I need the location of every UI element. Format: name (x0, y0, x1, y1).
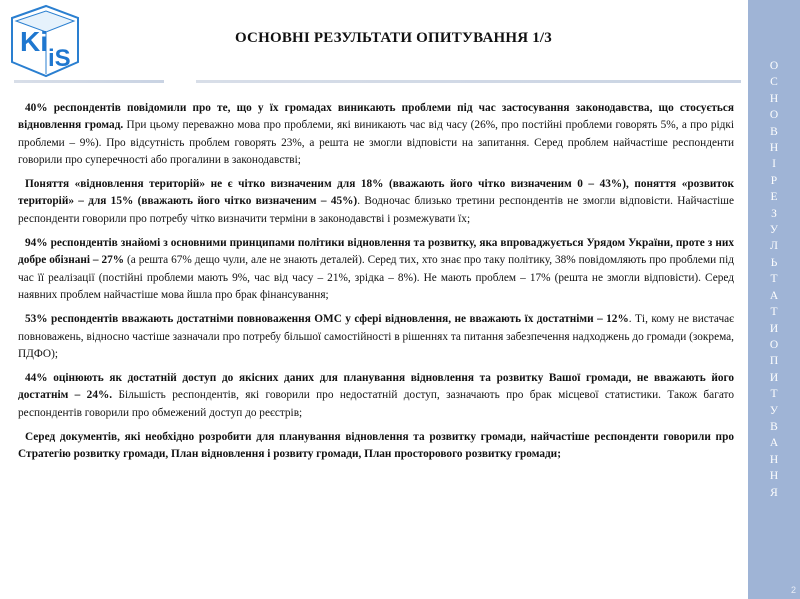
paragraph: 40% респондентів повідомили про те, що у їх громадах виникають проблеми під час застосування законодавства, що стосується відновлення громад. При цьому переважно мова про проблеми, які виникають час від часу (26%, про постійні проблеми говорять 5%, а про рідкі проблеми – 9%). Про відсутність проблем говорять 23%, а решта не змогли відповісти на запитання. Серед проблем найчастіше респонденти говорили про суперечності або прогалини в законодавстві; (18, 102, 734, 166)
side-letter: У (769, 224, 779, 237)
side-letter: Н (769, 453, 779, 466)
side-letter: Я (770, 486, 778, 499)
side-letter: Т (770, 273, 778, 286)
side-letter: И (769, 371, 779, 384)
side-letter: О (769, 338, 779, 351)
page-title: ОСНОВНІ РЕЗУЛЬТАТИ ОПИТУВАННЯ 1/3 (235, 30, 552, 46)
side-letter: О (769, 109, 779, 122)
side-letter: З (771, 207, 777, 220)
side-letter: Т (770, 388, 778, 401)
side-letter: Р (770, 174, 778, 187)
side-letter: С (770, 76, 778, 89)
paragraph: 94% респондентів знайомі з основними принципами політики відновлення та розвитку, яка впроваджується Урядом України, проте з них добре обізнані – 27% (а решта 67% дещо чули, але не знають деталей). Серед тих, хто знає про таку політику, 38% повідомляють про проблеми під час її реалізації (постійні проблеми мають 9%, час від часу – 21%, зрідка – 8%). Не мають проблем – 17% (решта не змогли відповісти). Серед наявних проблем найчастіше мова йшла про брак фінансування; (18, 237, 734, 301)
svg-text:Ki: Ki (20, 26, 48, 57)
side-letter: И (769, 322, 779, 335)
side-letter: П (769, 355, 779, 368)
svg-text:iS: iS (48, 45, 71, 72)
side-letter: Н (769, 92, 779, 105)
side-letter: І (772, 158, 776, 171)
title-underline-left (14, 80, 164, 83)
side-letter: Л (770, 240, 778, 253)
side-vertical-text (748, 58, 800, 501)
paragraph: 53% респондентів вважають достатніми повноваження ОМС у сфері відновлення, не вважають їх достатніми – 12%. Ті, кому не вистачає повноважень, відносно частіше зазначали про потребу більшої самостійності в рішеннях та питання забезпечення надходжень до громади (зокрема, ПДФО); (18, 313, 734, 360)
side-letter: А (769, 289, 779, 302)
paragraph: 44% оцінюють як достатній доступ до якісних даних для планування відновлення та розвитку Вашої громади, не вважають його достатнім – 24%. Більшість респондентів, які говорили про недостатній доступ, зазначають про брак місцевої статистики. Також багато респондентів говорили про обмежений доступ до реєстрів; (18, 372, 734, 419)
results-text (18, 100, 734, 471)
side-banner (748, 0, 800, 599)
side-letter: А (769, 437, 779, 450)
slide-number: 2 (790, 585, 796, 595)
side-letter: В (770, 125, 778, 138)
side-letter: У (769, 404, 779, 417)
side-letter: Ь (770, 256, 778, 269)
paragraph: Серед документів, які необхідно розробити для планування відновлення та розвитку громади, найчастіше респонденти говорили про Стратегію розвитку громади, План відновлення і розвиту громади, План просторового розвитку громади; (18, 431, 734, 461)
side-letter: Т (770, 306, 778, 319)
side-letter: Н (769, 142, 779, 155)
logo (6, 4, 84, 78)
side-letter: В (770, 420, 778, 433)
title-underline-right (196, 80, 741, 83)
side-letter: О (769, 60, 779, 72)
side-letter: Н (769, 470, 779, 483)
side-letter: Е (770, 191, 778, 204)
paragraph: Поняття «відновлення територій» не є чітко визначеним для 18% (вважають його чітко визначеним 0 – 43%), поняття «розвиток територій» – для 15% (вважають його чітко визначеним – 45%). Водночас близько третини респондентів не змогли відповісти. Найчастіше респонденти говорили про потребу чітко визначити терміни в законодавстві і розмежувати їх; (18, 178, 734, 225)
